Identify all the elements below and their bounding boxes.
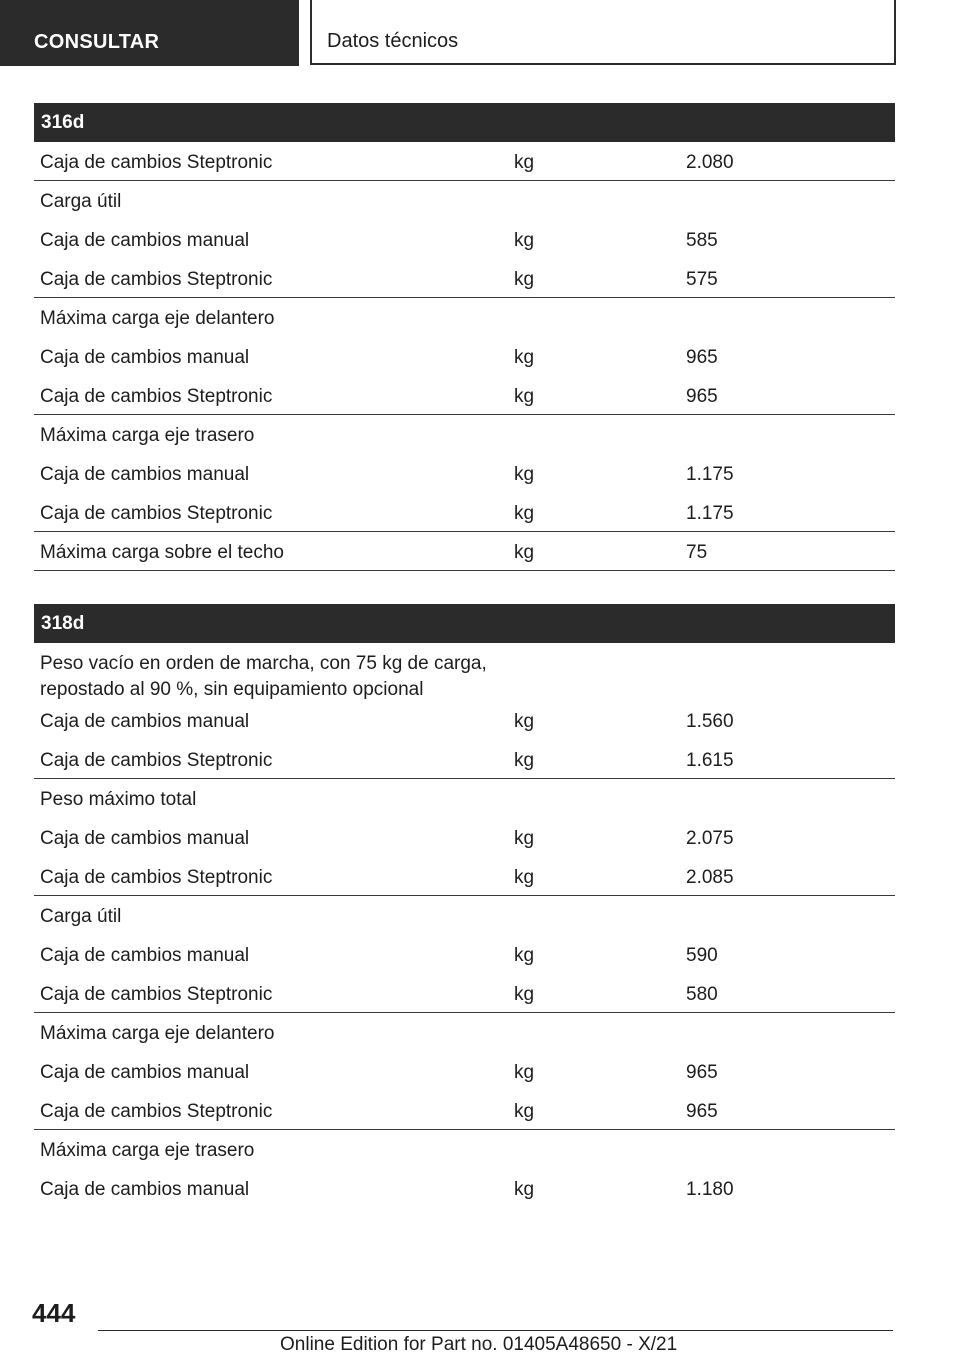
table-row (34, 181, 895, 220)
row-label: Caja de cambios manual (40, 230, 250, 251)
table-row (34, 142, 895, 181)
row-unit: kg (514, 711, 535, 732)
row-unit: kg (514, 1179, 535, 1200)
row-label: Máxima carga eje trasero (40, 1140, 255, 1161)
table-row (34, 454, 895, 493)
row-unit: kg (514, 347, 535, 368)
table-row (34, 857, 895, 896)
page-title: Datos técnicos (310, 0, 896, 65)
row-label: Caja de cambios manual (40, 1179, 250, 1200)
table-row (34, 415, 895, 454)
row-value: 1.560 (686, 711, 734, 732)
row-unit: kg (514, 1062, 535, 1083)
table-row (34, 298, 895, 337)
row-value: 2.075 (686, 828, 734, 849)
table-row (34, 1052, 895, 1091)
row-label: Carga útil (40, 191, 122, 212)
table-row (34, 740, 895, 779)
row-unit: kg (514, 1101, 535, 1122)
table-row (34, 643, 895, 701)
table-header-model: 318d (34, 604, 895, 643)
row-unit: kg (514, 386, 535, 407)
table-row (34, 259, 895, 298)
table-row (34, 1130, 895, 1169)
table-header-model: 316d (34, 103, 895, 142)
table-row (34, 376, 895, 415)
row-unit: kg (514, 230, 535, 251)
table-body (34, 142, 895, 571)
row-unit: kg (514, 828, 535, 849)
footer-divider (98, 1330, 893, 1331)
row-label: Caja de cambios Steptronic (40, 503, 273, 524)
table-row (34, 337, 895, 376)
row-unit: kg (514, 945, 535, 966)
table-row (34, 493, 895, 532)
row-value: 2.080 (686, 152, 734, 173)
row-value: 2.085 (686, 867, 734, 888)
table-row (34, 974, 895, 1013)
table-row (34, 701, 895, 740)
spec-table-318d (34, 604, 895, 1208)
table-row (34, 220, 895, 259)
table-row (34, 1091, 895, 1130)
row-label: Carga útil (40, 906, 122, 927)
table-row (34, 1169, 895, 1208)
table-body (34, 643, 895, 1208)
row-label: Caja de cambios Steptronic (40, 1101, 273, 1122)
table-row (34, 935, 895, 974)
row-value: 585 (686, 230, 718, 251)
row-label: Caja de cambios manual (40, 711, 250, 732)
row-value: 580 (686, 984, 718, 1005)
row-unit: kg (514, 503, 535, 524)
row-label: Caja de cambios Steptronic (40, 152, 273, 173)
row-value: 1.175 (686, 464, 734, 485)
row-label: Peso vacío en orden de marcha, con 75 kg de carga, repostado al 90 %, sin equipamiento opcional (40, 653, 487, 700)
row-label: Caja de cambios Steptronic (40, 867, 273, 888)
table-row (34, 779, 895, 818)
spec-table-316d (34, 103, 895, 571)
row-value: 965 (686, 386, 718, 407)
table-row (34, 896, 895, 935)
row-unit: kg (514, 152, 535, 173)
page-number: 444 (32, 1298, 76, 1328)
row-value: 1.175 (686, 503, 734, 524)
row-label: Caja de cambios Steptronic (40, 386, 273, 407)
row-label: Caja de cambios Steptronic (40, 750, 273, 771)
row-label: Caja de cambios manual (40, 464, 250, 485)
row-label: Caja de cambios manual (40, 1062, 250, 1083)
row-value: 965 (686, 1062, 718, 1083)
row-label: Máxima carga eje delantero (40, 1023, 275, 1044)
section-tab-consultar[interactable]: CONSULTAR (0, 0, 299, 66)
row-value: 965 (686, 347, 718, 368)
row-label: Caja de cambios manual (40, 347, 250, 368)
row-label: Caja de cambios Steptronic (40, 269, 273, 290)
row-unit: kg (514, 867, 535, 888)
row-value: 590 (686, 945, 718, 966)
row-label: Caja de cambios manual (40, 828, 250, 849)
table-row (34, 1013, 895, 1052)
row-value: 965 (686, 1101, 718, 1122)
row-unit: kg (514, 750, 535, 771)
row-value: 1.615 (686, 750, 734, 771)
row-value: 75 (686, 542, 708, 563)
footer-edition-text: Online Edition for Part no. 01405A48650 - X/21 (280, 1334, 678, 1355)
row-value: 1.180 (686, 1179, 734, 1200)
row-label: Caja de cambios Steptronic (40, 984, 273, 1005)
table-row (34, 818, 895, 857)
row-label: Peso máximo total (40, 789, 197, 810)
row-label: Máxima carga sobre el techo (40, 542, 284, 563)
row-unit: kg (514, 464, 535, 485)
table-row (34, 532, 895, 571)
row-value: 575 (686, 269, 718, 290)
row-unit: kg (514, 984, 535, 1005)
row-unit: kg (514, 542, 535, 563)
row-unit: kg (514, 269, 535, 290)
row-label: Máxima carga eje delantero (40, 308, 275, 329)
row-label: Caja de cambios manual (40, 945, 250, 966)
row-label: Máxima carga eje trasero (40, 425, 255, 446)
